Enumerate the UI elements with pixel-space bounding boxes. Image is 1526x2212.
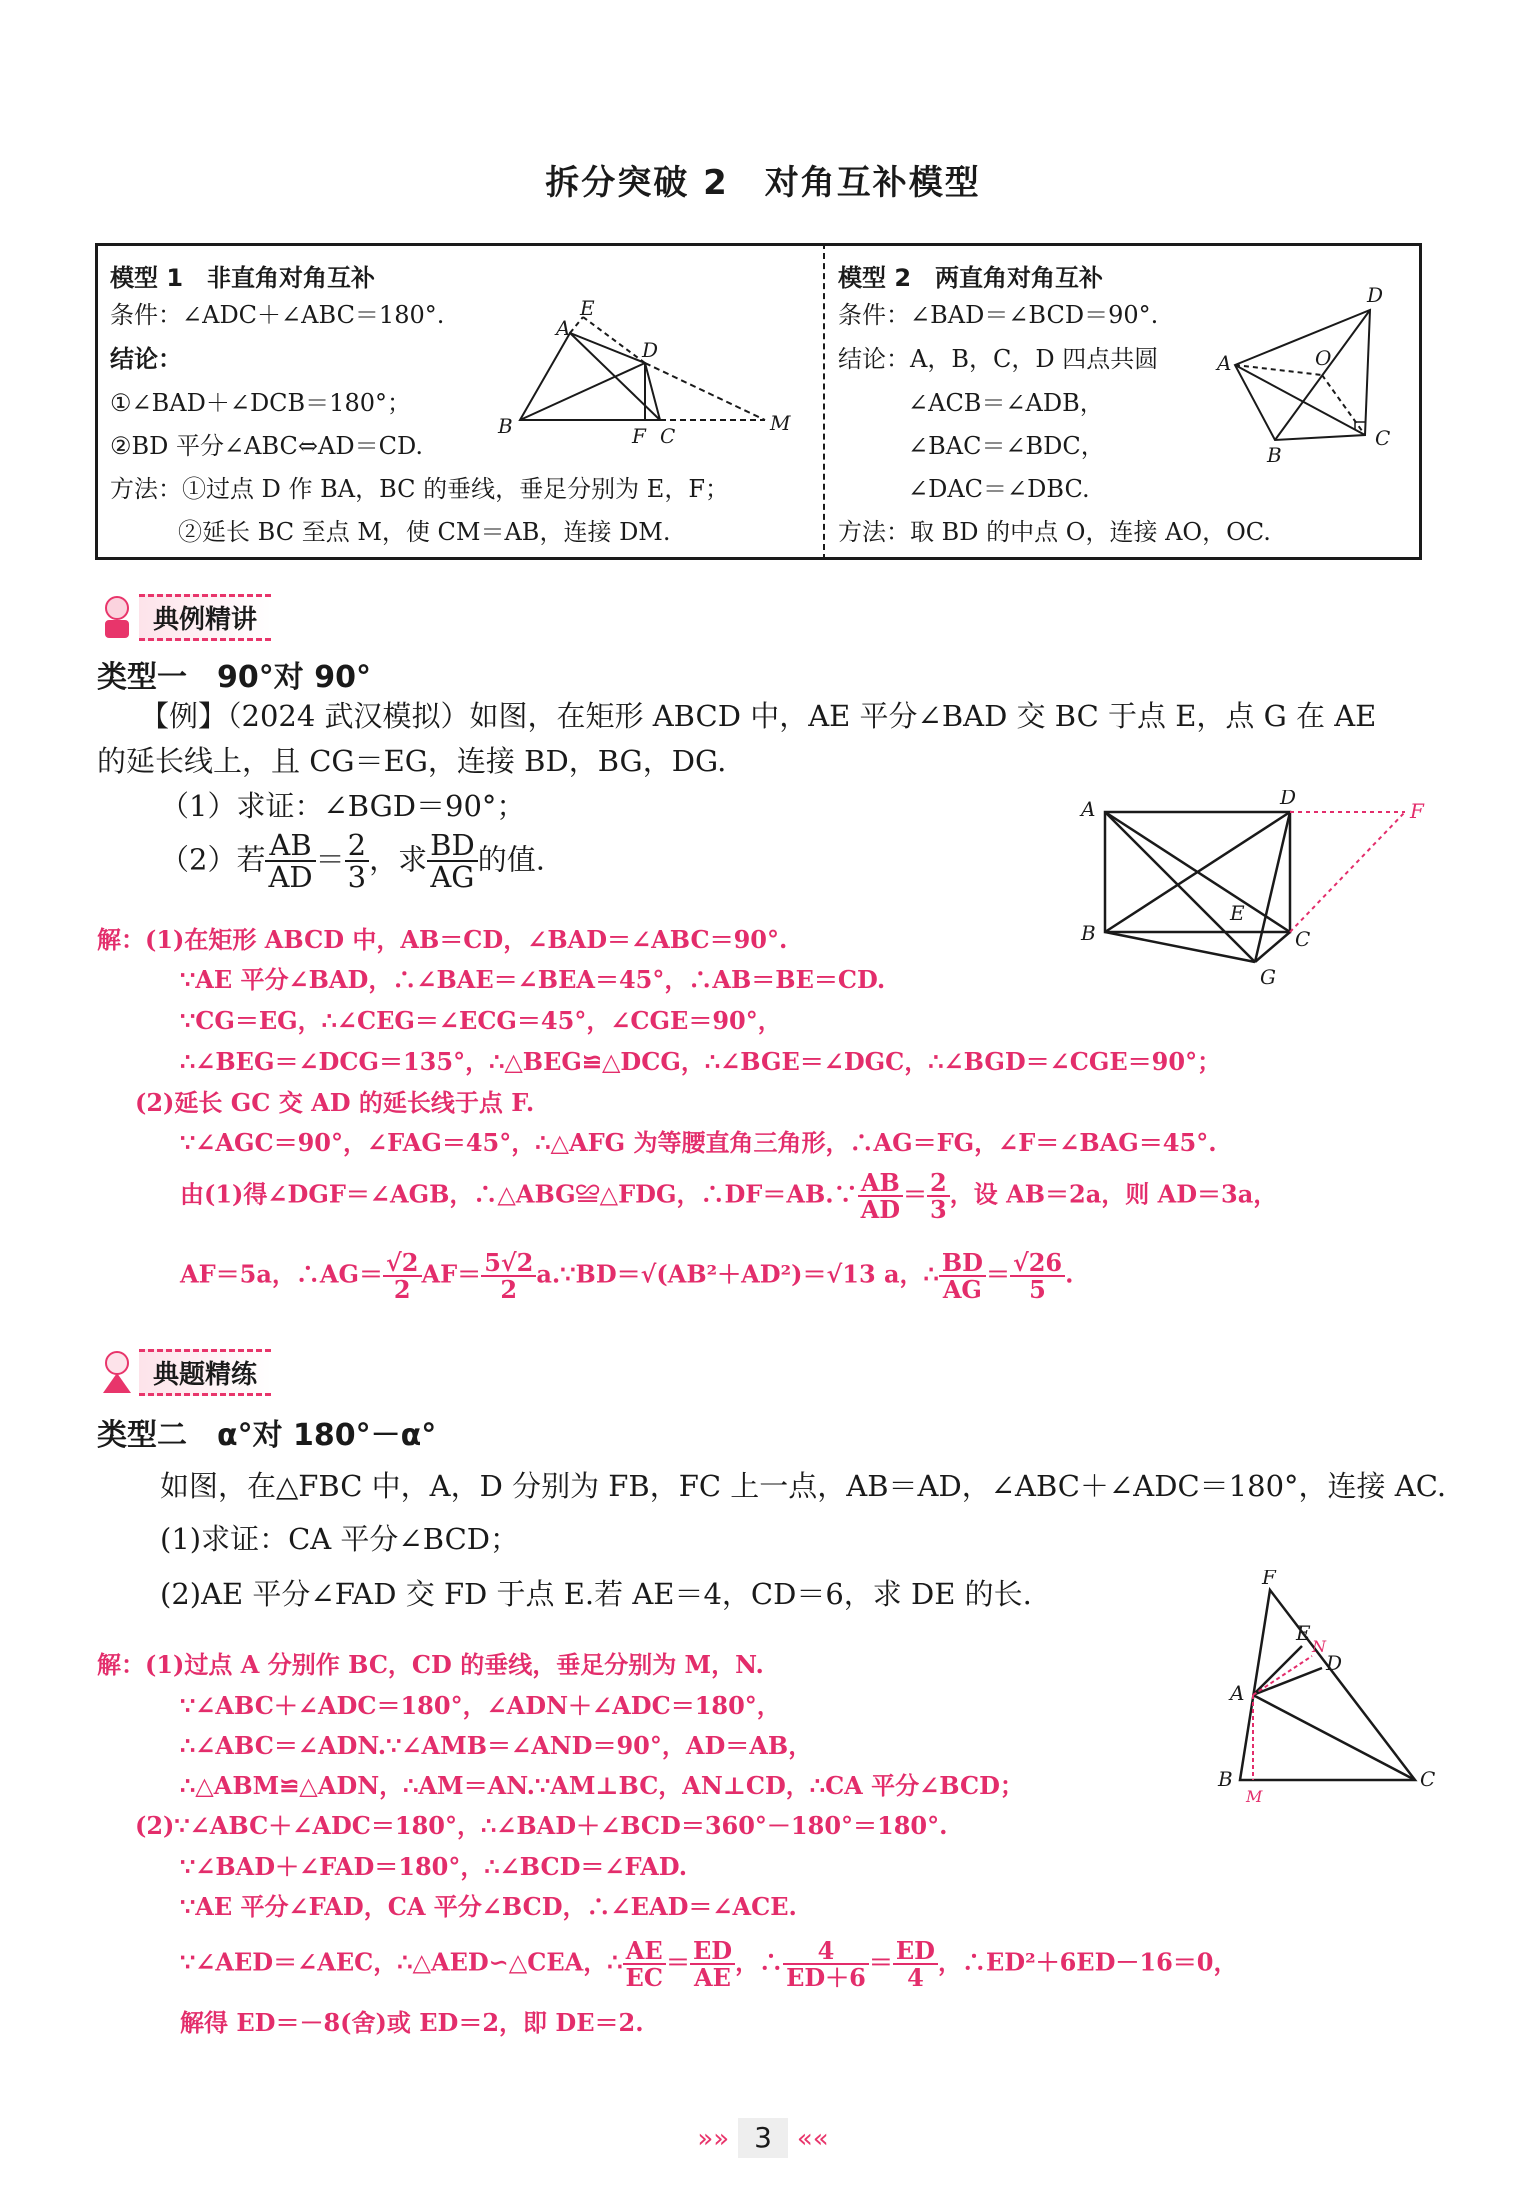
solution2-line-1: 解：(1)过点 A 分别作 BC，CD 的垂线，垂足分别为 M，N. (97, 1650, 764, 1679)
model1-figure (490, 295, 810, 445)
solution2-line-4: ∴△ABM≌△ADN，∴AM＝AN.∵AM⊥BC，AN⊥CD，∴CA 平分∠BCD； (180, 1771, 1024, 1800)
problem2-q2: (2)AE 平分∠FAD 交 FD 于点 E.若 AE＝4，CD＝6，求 DE 的长. (160, 1577, 1032, 1611)
model2-condition: 条件：∠BAD＝∠BCD＝90°. (838, 301, 1159, 329)
solution2-line-9: 解得 ED＝－8(舍)或 ED＝2，即 DE＝2. (180, 2008, 644, 2037)
quadrilateral-abcd (520, 333, 660, 420)
model2-heading: 模型 2 两直角对角互补 (838, 264, 1104, 292)
p2-label-c: C (1420, 1767, 1436, 1791)
triangle-fbc (1240, 1590, 1415, 1780)
solution2-line-2: ∵∠ABC＋∠ADC＝180°，∠ADN＋∠ADC＝180°， (180, 1691, 781, 1720)
model2-conclusion: 结论：A，B，C，D 四点共圆 (838, 345, 1159, 373)
section-banner-1 (95, 590, 271, 644)
p2-label-e: E (1296, 1621, 1311, 1645)
m2-label-a: A (1217, 351, 1232, 375)
ex-label-e: E (1230, 901, 1245, 925)
p2-label-m: M (1246, 1787, 1263, 1806)
example-figure (1075, 790, 1445, 990)
model2-method: 方法：取 BD 的中点 O，连接 AO，OC. (838, 518, 1271, 546)
m1-label-b: B (498, 414, 513, 438)
banner-label-1: 典例精讲 (139, 594, 271, 641)
solution2-line-8: ∵∠AED＝∠AEC，∴△AED∽△CEA，∴ $\frac{AE}{EC}$ ＝ $\frac{ED}{AE}$ ，∴ $\frac{4}{ED+6}$ ＝ $\frac{ED}{4}$ ，∴ED²＋6ED－16＝0， (180, 1936, 1238, 1993)
problem2-line-1: 如图，在△FBC 中，A，D 分别为 FB，FC 上一点，AB＝AD，∠ABC＋∠ADC＝180°，连接 AC. (160, 1469, 1447, 1503)
ex-label-d: D (1280, 790, 1297, 809)
m1-label-m: M (770, 411, 791, 435)
chevron-left-icon: «« (796, 2124, 829, 2154)
solution2-line-6: ∵∠BAD＋∠FAD＝180°，∴∠BCD＝∠FAD. (180, 1852, 688, 1881)
m1-label-e: E (580, 296, 595, 320)
p2-label-d: D (1326, 1651, 1343, 1675)
model2-figure (1215, 280, 1415, 470)
ex-label-a: A (1081, 797, 1096, 821)
solution1-line-3: ∵CG＝EG，∴∠CEG＝∠ECG＝45°，∠CGE＝90°， (180, 1006, 782, 1035)
solution1-line-4: ∴∠BEG＝∠DCG＝135°，∴△BEG≌△DCG，∴∠BGE＝∠DGC，∴∠BGD＝∠CGE＝90°； (180, 1047, 1222, 1076)
solution1-line-5: (2)延长 GC 交 AD 的延长线于点 F. (135, 1088, 535, 1117)
m1-label-d: D (642, 338, 659, 362)
page-title: 拆分突破 2 对角互补模型 (545, 163, 981, 203)
p2-label-b: B (1218, 1767, 1233, 1791)
example-q2: （2）若 $\frac{AB}{AD}$ ＝ $\frac{2}{3}$ ，求 $\frac{BD}{AG}$ 的值. (160, 828, 545, 895)
p2-label-a: A (1230, 1681, 1245, 1705)
model1-conclusion-1: ①∠BAD＋∠DCB＝180°； (110, 389, 411, 417)
m2-label-c: C (1375, 426, 1391, 450)
solution1-line-1: 解：(1)在矩形 ABCD 中，AB＝CD，∠BAD＝∠ABC＝90°. (97, 925, 788, 954)
solution1-line-7: 由(1)得∠DGF＝∠AGB，∴△ABG≌△FDG，∴DF＝AB.∵ $\frac{AB}{AD}$ ＝ $\frac{2}{3}$ ，设 AB＝2a，则 AD＝3a， (180, 1168, 1278, 1225)
problem2-figure (1190, 1570, 1440, 1810)
m1-label-f: F (632, 424, 646, 445)
model1-condition: 条件：∠ADC＋∠ABC＝180°. (110, 301, 445, 329)
solution2-line-3: ∴∠ABC＝∠ADN.∵∠AMB＝∠AND＝90°，AD＝AB， (180, 1731, 813, 1760)
m2-label-d: D (1367, 283, 1384, 307)
page-footer (660, 2118, 866, 2159)
p2-label-n: N (1312, 1637, 1326, 1656)
model1-method-1: 方法：①过点 D 作 BA，BC 的垂线，垂足分别为 E，F； (110, 475, 729, 503)
solution1-line-8: AF＝5a，∴AG＝ $\frac{√2}{2}$ AF＝ $\frac{5√2}{2}$ a.∵BD＝√(AB²＋AD²)＝√13 a，∴ $\frac{BD}{AG}$ ＝ $\frac{√26}{5}$ . (180, 1248, 1074, 1305)
model1-conclusion-label: 结论： (110, 345, 182, 373)
ex-label-f: F (1410, 799, 1424, 823)
page-number: 3 (738, 2118, 788, 2158)
type-1-heading: 类型一 90°对 90° (97, 660, 371, 695)
m2-label-b: B (1267, 443, 1282, 467)
model-divider (823, 243, 825, 560)
m1-label-a: A (556, 316, 571, 340)
model2-conclusion-2: ∠BAC＝∠BDC， (908, 432, 1105, 460)
student-icon (95, 592, 139, 642)
ex-label-c: C (1295, 927, 1311, 951)
solution2-line-5: (2)∵∠ABC＋∠ADC＝180°，∴∠BAD＋∠BCD＝360°－180°＝180°. (135, 1811, 948, 1840)
example-line-2: 的延长线上，且 CG＝EG，连接 BD，BG，DG. (97, 744, 727, 778)
ex-label-b: B (1081, 921, 1096, 945)
banner-label-2: 典题精练 (139, 1349, 271, 1396)
mascot-icon (95, 1347, 139, 1397)
solution2-line-7: ∵AE 平分∠FAD，CA 平分∠BCD，∴∠EAD＝∠ACE. (180, 1892, 797, 1921)
m1-label-c: C (660, 424, 676, 445)
problem2-q1: (1)求证：CA 平分∠BCD； (160, 1522, 520, 1556)
solution1-line-6: ∵∠AGC＝90°，∠FAG＝45°，∴△AFG 为等腰直角三角形，∴AG＝FG，∠F＝∠BAG＝45°. (180, 1128, 1217, 1157)
model2-conclusion-1: ∠ACB＝∠ADB， (908, 389, 1104, 417)
ex-label-g: G (1260, 965, 1276, 989)
section-banner-2 (95, 1345, 271, 1399)
p2-label-f: F (1262, 1570, 1276, 1589)
example-line-1: 【例】（2024 武汉模拟）如图，在矩形 ABCD 中，AE 平分∠BAD 交 BC 于点 E，点 G 在 AE (140, 699, 1377, 733)
example-q1: （1）求证：∠BGD＝90°； (160, 789, 526, 823)
solution1-line-2: ∵AE 平分∠BAD，∴∠BAE＝∠BEA＝45°，∴AB＝BE＝CD. (180, 965, 886, 994)
m2-label-o: O (1315, 346, 1332, 370)
model1-conclusion-2: ②BD 平分∠ABC⇔AD＝CD. (110, 432, 423, 460)
chevron-right-icon: »» (697, 2124, 730, 2154)
model1-heading: 模型 1 非直角对角互补 (110, 264, 376, 292)
type-2-heading: 类型二 α°对 180°－α° (97, 1418, 437, 1453)
model1-method-2: ②延长 BC 至点 M，使 CM＝AB，连接 DM. (178, 518, 671, 546)
model2-conclusion-3: ∠DAC＝∠DBC. (908, 475, 1090, 503)
